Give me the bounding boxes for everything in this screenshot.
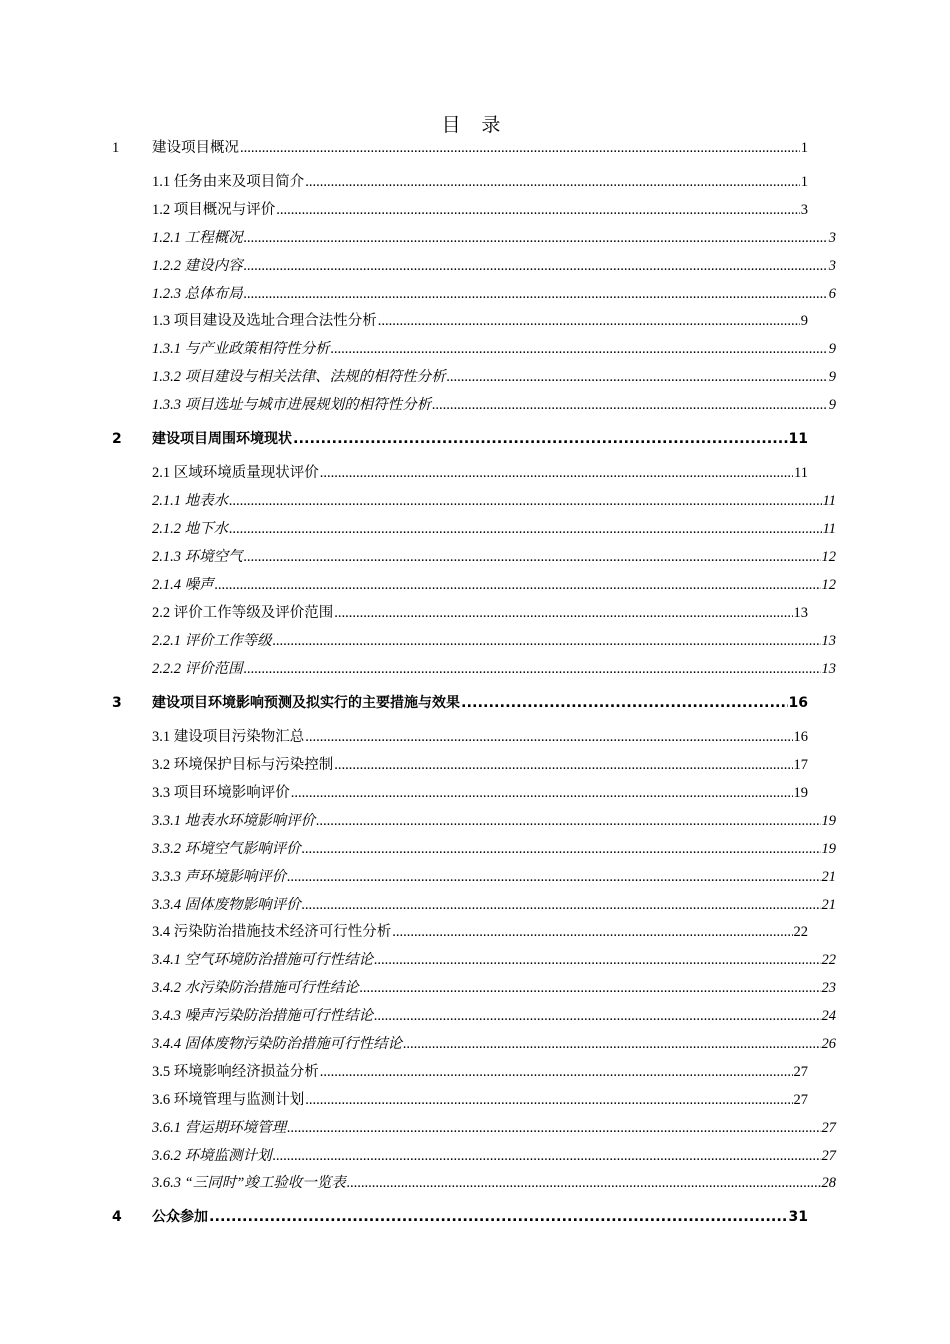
dot-leader <box>378 311 800 331</box>
toc-page-number: 3 <box>828 230 836 246</box>
dot-leader <box>360 978 821 998</box>
toc-entry[interactable] <box>152 922 808 942</box>
toc-page-number: 16 <box>793 729 808 745</box>
toc-entry[interactable] <box>152 1006 836 1026</box>
toc-page-number: 17 <box>793 757 808 773</box>
toc-entry[interactable] <box>152 547 836 567</box>
toc-entry-title: 1.3.2 项目建设与相关法律、法规的相符性分析 <box>152 369 446 385</box>
dot-leader <box>287 867 820 887</box>
toc-entry-title: 2.1.2 地下水 <box>152 521 229 537</box>
toc-entry[interactable] <box>152 811 836 831</box>
toc-page-number: 24 <box>821 1008 836 1024</box>
dot-leader <box>273 631 821 651</box>
dot-leader <box>374 950 820 970</box>
toc-page-number: 19 <box>821 813 836 829</box>
toc-page-number: 11 <box>794 465 808 481</box>
toc-entry-title: 2.2.2 评价范围 <box>152 661 243 677</box>
toc-entry[interactable] <box>152 395 836 415</box>
dot-leader <box>276 200 800 220</box>
dot-leader <box>215 575 821 595</box>
dot-leader <box>240 138 800 158</box>
chapter-number: 1 <box>112 140 120 156</box>
toc-entry[interactable] <box>152 867 836 887</box>
toc-page-number: 11 <box>822 493 836 509</box>
dot-leader <box>273 1146 821 1166</box>
toc-entry-title: 3.3.4 固体废物影响评价 <box>152 897 301 913</box>
toc-entry-title: 1.3.3 项目选址与城市进展规划的相符性分析 <box>152 397 432 413</box>
toc-page-number: 12 <box>821 549 836 565</box>
dot-leader <box>229 519 821 539</box>
toc-entry[interactable] <box>152 367 836 387</box>
toc-page-number: 3 <box>828 258 836 274</box>
toc-entry[interactable] <box>152 839 836 859</box>
toc-entry-title: 3.4.1 空气环境防治措施可行性结论 <box>152 952 374 968</box>
toc-entry[interactable] <box>152 1173 836 1193</box>
toc-entry-title: 1.2.1 工程概况 <box>152 230 243 246</box>
toc-entry-title: 公众参加 <box>152 1209 208 1225</box>
dot-leader <box>291 783 793 803</box>
toc-entry[interactable] <box>152 1207 808 1227</box>
toc-entry[interactable] <box>152 1146 836 1166</box>
dot-leader <box>403 1034 820 1054</box>
dot-leader <box>334 603 792 623</box>
dot-leader <box>305 727 792 747</box>
toc-page-number: 23 <box>821 980 836 996</box>
toc-entry[interactable] <box>152 311 808 331</box>
toc-page-number: 21 <box>821 897 836 913</box>
toc-entry-title: 1.2.2 建设内容 <box>152 258 243 274</box>
toc-entry[interactable] <box>152 1062 808 1082</box>
toc-page-number: 9 <box>828 397 836 413</box>
toc-entry-title: 2.1.4 噪声 <box>152 577 214 593</box>
chapter-number: 3 <box>112 695 122 711</box>
toc-entry-title: 3.2 环境保护目标与污染控制 <box>152 757 334 773</box>
dot-leader <box>320 1062 793 1082</box>
dot-leader <box>302 895 821 915</box>
toc-page-number: 13 <box>793 605 808 621</box>
toc-page-number: 6 <box>828 286 836 302</box>
toc-entry[interactable] <box>152 895 836 915</box>
toc-entry[interactable] <box>152 783 808 803</box>
toc-entry[interactable] <box>152 950 836 970</box>
toc-entry[interactable] <box>152 172 808 192</box>
dot-leader <box>447 367 828 387</box>
toc-entry[interactable] <box>152 631 836 651</box>
toc-entry-title: 2.1.3 环境空气 <box>152 549 243 565</box>
dot-leader <box>244 284 828 304</box>
toc-entry-title: 1.2 项目概况与评价 <box>152 202 276 218</box>
toc-entry-title: 2.2 评价工作等级及评价范围 <box>152 605 334 621</box>
toc-entry[interactable] <box>152 256 836 276</box>
dot-leader <box>293 429 788 449</box>
toc-entry[interactable] <box>152 463 808 483</box>
toc-page-number: 21 <box>821 869 836 885</box>
toc-page-number: 27 <box>821 1148 836 1164</box>
toc-entry[interactable] <box>152 429 808 449</box>
dot-leader <box>305 1090 792 1110</box>
toc-page-number: 22 <box>793 924 808 940</box>
toc-entry[interactable] <box>152 1034 836 1054</box>
toc-page-number: 16 <box>788 695 808 711</box>
toc-entry-title: 3.4.3 噪声污染防治措施可行性结论 <box>152 1008 374 1024</box>
dot-leader <box>305 172 800 192</box>
toc-page-number: 31 <box>788 1209 808 1225</box>
dot-leader <box>334 755 792 775</box>
toc-entry-title: 3.6.3 “三同时”竣工验收一览表 <box>152 1175 346 1191</box>
toc-entry[interactable] <box>152 575 836 595</box>
toc-page-number: 19 <box>821 841 836 857</box>
chapter-number: 2 <box>112 431 122 447</box>
toc-page-number: 11 <box>788 431 808 447</box>
toc-entry-title: 1.3.1 与产业政策相符性分析 <box>152 341 330 357</box>
toc-entry[interactable] <box>152 755 808 775</box>
dot-leader <box>461 693 788 713</box>
toc-entry[interactable] <box>152 693 808 713</box>
dot-leader <box>244 256 828 276</box>
dot-leader <box>374 1006 820 1026</box>
dot-leader <box>287 1118 820 1138</box>
toc-entry[interactable] <box>152 978 836 998</box>
toc-entry-title: 2.1 区域环境质量现状评价 <box>152 465 319 481</box>
toc-entry-title: 3.1 建设项目污染物汇总 <box>152 729 305 745</box>
dot-leader <box>392 922 792 942</box>
toc-title: 目 录 <box>441 115 509 136</box>
toc-entry-title: 2.2.1 评价工作等级 <box>152 633 272 649</box>
toc-page-number: 11 <box>822 521 836 537</box>
dot-leader <box>229 491 821 511</box>
toc-page-number: 1 <box>800 140 808 156</box>
toc-page-number: 3 <box>800 202 808 218</box>
dot-leader <box>331 339 828 359</box>
toc-entry-title: 3.6.2 环境监测计划 <box>152 1148 272 1164</box>
dot-leader <box>302 839 821 859</box>
toc-entry[interactable] <box>152 1118 836 1138</box>
toc-page-number: 28 <box>821 1175 836 1191</box>
toc-entry-title: 建设项目概况 <box>152 140 239 156</box>
dot-leader <box>347 1173 821 1193</box>
toc-page-number: 27 <box>793 1064 808 1080</box>
toc-entry[interactable] <box>152 138 808 158</box>
chapter-number: 4 <box>112 1209 122 1225</box>
dot-leader <box>432 395 828 415</box>
toc-page-number: 19 <box>793 785 808 801</box>
toc-page-number: 13 <box>821 661 836 677</box>
toc-entry-title: 3.6.1 营运期环境管理 <box>152 1120 287 1136</box>
toc-entry-title: 1.2.3 总体布局 <box>152 286 243 302</box>
toc-entry[interactable] <box>152 659 836 679</box>
toc-entry[interactable] <box>152 200 808 220</box>
toc-page-number: 1 <box>800 174 808 190</box>
dot-leader <box>209 1207 788 1227</box>
toc-entry-title: 3.3.1 地表水环境影响评价 <box>152 813 316 829</box>
toc-page-number: 9 <box>800 313 808 329</box>
dot-leader <box>244 659 821 679</box>
toc-entry-title: 3.3 项目环境影响评价 <box>152 785 290 801</box>
toc-page-number: 9 <box>828 341 836 357</box>
toc-entry[interactable] <box>152 228 836 248</box>
toc-entry-title: 3.6 环境管理与监测计划 <box>152 1092 305 1108</box>
dot-leader <box>244 547 821 567</box>
toc-entry[interactable] <box>152 603 808 623</box>
toc-entry-title: 1.1 任务由来及项目简介 <box>152 174 305 190</box>
toc-entry[interactable] <box>152 1090 808 1110</box>
toc-entry-title: 3.4.2 水污染防治措施可行性结论 <box>152 980 359 996</box>
dot-leader <box>316 811 820 831</box>
toc-entry-title: 2.1.1 地表水 <box>152 493 229 509</box>
toc-entry[interactable] <box>152 727 808 747</box>
toc-entry-title: 1.3 项目建设及选址合理合法性分析 <box>152 313 377 329</box>
toc-page-number: 9 <box>828 369 836 385</box>
toc-entry-title: 3.3.3 声环境影响评价 <box>152 869 287 885</box>
toc-entry[interactable] <box>152 339 836 359</box>
toc-entry-title: 3.4.4 固体废物污染防治措施可行性结论 <box>152 1036 403 1052</box>
toc-entry[interactable] <box>152 519 836 539</box>
toc-entry-title: 3.4 污染防治措施技术经济可行性分析 <box>152 924 392 940</box>
toc-entry[interactable] <box>152 491 836 511</box>
toc-page-number: 26 <box>821 1036 836 1052</box>
dot-leader <box>320 463 793 483</box>
toc-page-number: 27 <box>793 1092 808 1108</box>
toc-entry-title: 建设项目周围环境现状 <box>152 431 292 447</box>
toc-page-number: 13 <box>821 633 836 649</box>
toc-entry-title: 3.3.2 环境空气影响评价 <box>152 841 301 857</box>
toc-page-number: 22 <box>821 952 836 968</box>
toc-page-number: 27 <box>821 1120 836 1136</box>
dot-leader <box>244 228 828 248</box>
toc-page-number: 12 <box>821 577 836 593</box>
toc-entry[interactable] <box>152 284 836 304</box>
toc-entry-title: 建设项目环境影响预测及拟实行的主要措施与效果 <box>152 695 460 711</box>
toc-entry-title: 3.5 环境影响经济损益分析 <box>152 1064 319 1080</box>
